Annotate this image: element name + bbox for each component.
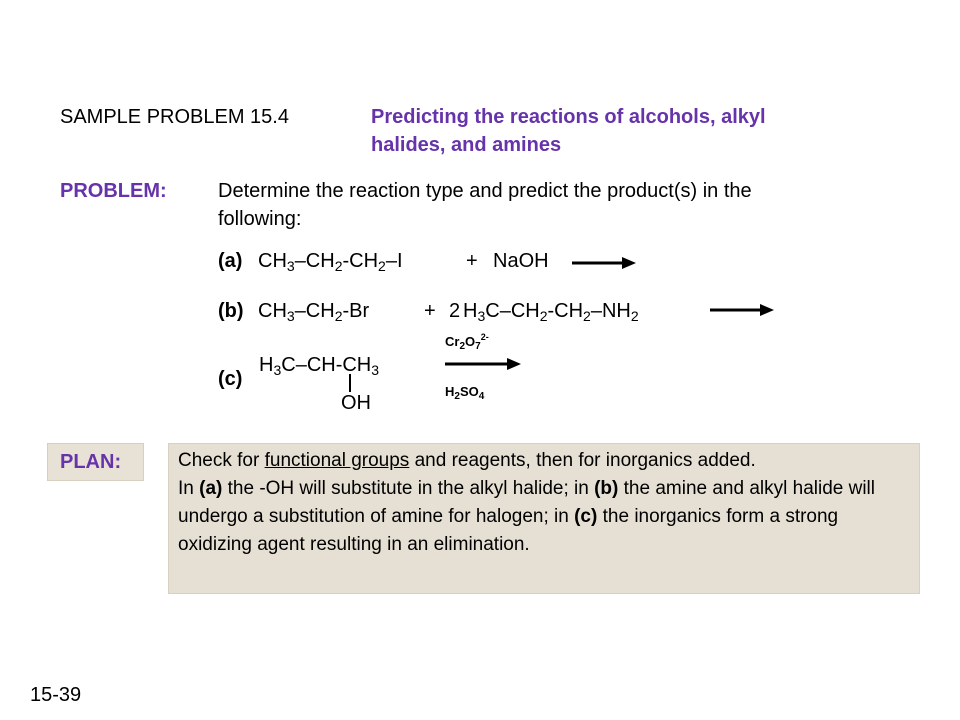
- plan-text: Check for functional groups and reagents, then for inorganics added. In (a) the -OH will substitute in the alkyl halide; in (b) the amine and alkyl halide will undergo a substitution of amine for halogen; in (c) the inorganics form a strong oxidizing agent resulting in an elimination.: [178, 450, 875, 555]
- reaction-a-reactant: $CH_3-CH_2-CH_2-I$: [258, 250, 403, 274]
- reaction-c-label: (c): [218, 368, 243, 390]
- reaction-a-reagent: NaOH: [493, 250, 549, 272]
- slide-number: 15-39: [30, 684, 82, 706]
- reaction-c-hydroxyl: OH: [341, 392, 371, 414]
- reaction-c-oxidant: $Cr_2O_7^{2-}$: [445, 332, 489, 352]
- reaction-b-reactant-2: $H_3C-CH_2-CH_2-NH_2$: [463, 300, 639, 324]
- reaction-b-reactant-1: $CH_3-CH_2-Br$: [258, 300, 370, 324]
- problem-line-2: following:: [218, 208, 302, 230]
- sample-problem-label: SAMPLE PROBLEM 15.4: [60, 106, 289, 128]
- problem-line-1: Determine the reaction type and predict the product(s) in the: [218, 180, 752, 202]
- reaction-a-arrow: [570, 253, 640, 273]
- reaction-a-label: (a): [218, 250, 243, 272]
- reaction-b-plus: +: [424, 300, 436, 322]
- reaction-c-arrow: [443, 354, 525, 374]
- reaction-c-bond: [346, 374, 354, 394]
- title-line-1: Predicting the reactions of alcohols, alkyl: [371, 106, 766, 128]
- problem-label: PROBLEM:: [60, 180, 167, 202]
- reaction-b-label: (b): [218, 300, 244, 322]
- reaction-a-plus: +: [466, 250, 478, 272]
- reaction-b-arrow: [708, 300, 778, 320]
- title-line-2: halides, and amines: [371, 134, 562, 156]
- plan-label: PLAN:: [60, 451, 122, 473]
- reaction-c-acid: $H_2SO_4$: [445, 384, 485, 402]
- reaction-b-coefficient: 2: [449, 300, 461, 322]
- reaction-c-reactant: $H_3C-CH-CH_3$: [259, 354, 380, 378]
